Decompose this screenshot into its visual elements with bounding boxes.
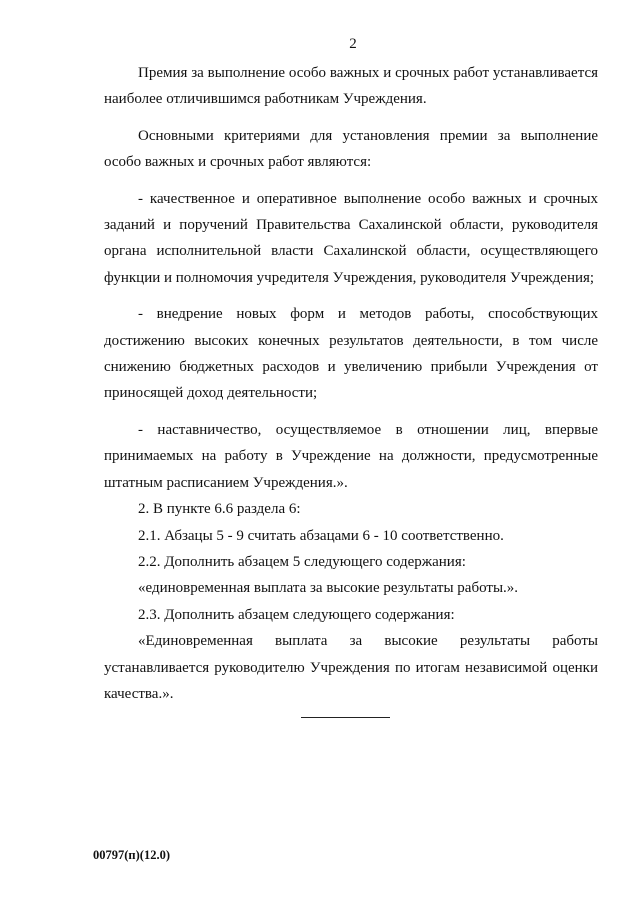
paragraph-item-2-3: 2.3. Дополнить абзацем следующего содержания: bbox=[138, 606, 455, 623]
paragraph-quote-payment-full: «Единовременная выплата за высокие результаты работы устанавливается руководителю Учреждения по итогам независимой оценки качества.». bbox=[104, 633, 598, 702]
paragraph-item-2: 2. В пункте 6.6 раздела 6: bbox=[138, 501, 301, 518]
separator-line bbox=[301, 717, 390, 718]
paragraph-bonus-intro: Премия за выполнение особо важных и срочных работ устанавливается наиболее отличившимся работникам Учреждения. bbox=[104, 65, 598, 108]
paragraph-item-2-2: 2.2. Дополнить абзацем 5 следующего содержания: bbox=[138, 553, 466, 570]
paragraph-item-2-1: 2.1. Абзацы 5 - 9 считать абзацами 6 - 10 соответственно. bbox=[138, 527, 504, 544]
paragraph-quote-payment: «единовременная выплата за высокие результаты работы.». bbox=[138, 580, 519, 597]
document-body bbox=[104, 60, 598, 707]
paragraph-criterion-3: - наставничество, осуществляемое в отношении лиц, впервые принимаемых на работу в Учреждение на должности, предусмотренные штатным расписанием Учреждения.». bbox=[104, 421, 598, 491]
document-code: 00797(п)(12.0) bbox=[93, 848, 170, 862]
paragraph-criterion-2: - внедрение новых форм и методов работы, способствующих достижению высоких конечных результатов деятельности, в том числе снижению бюджетных расходов и увеличению прибыли Учреждения от приносящей доход деятельности; bbox=[104, 306, 598, 402]
paragraph-criteria-intro: Основными критериями для установления премии за выполнение особо важных и срочных работ являются: bbox=[104, 127, 598, 171]
paragraph-criterion-1: - качественное и оперативное выполнение особо важных и срочных заданий и поручений Правительства Сахалинской области, руководителя органа исполнительной власти Сахалинской области, осуществляющего функции и полномочия учредителя Учреждения, руководителя Учреждения; bbox=[104, 190, 598, 286]
page-number: 2 bbox=[349, 36, 357, 52]
